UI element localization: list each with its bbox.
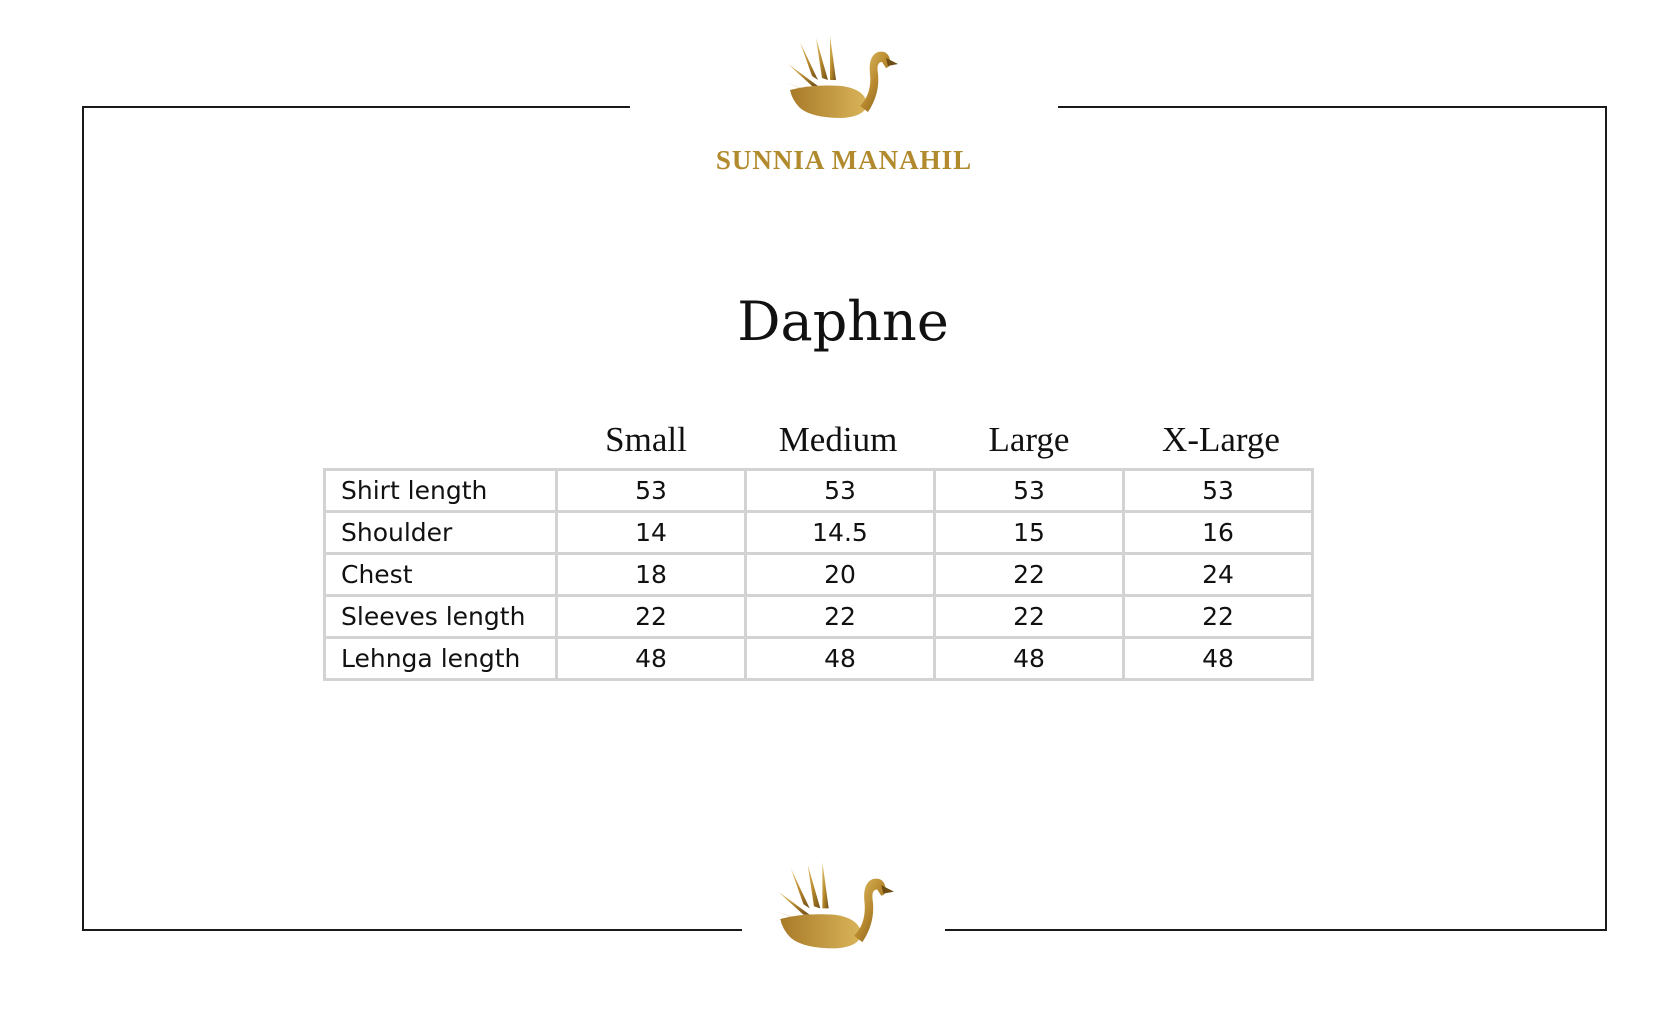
table-cell: 22 — [935, 554, 1124, 596]
table-cell: 24 — [1124, 554, 1313, 596]
table-cell: 22 — [557, 596, 746, 638]
frame-left-line — [82, 106, 84, 931]
table-cell: 48 — [746, 638, 935, 680]
frame-bottom-left-line — [82, 929, 742, 931]
swan-logo-top-icon — [782, 34, 902, 129]
swan-logo-bottom-icon — [770, 860, 900, 960]
table-cell: 22 — [935, 596, 1124, 638]
frame-top-left-line — [82, 106, 630, 108]
brand-name: SUNNIA MANAHIL — [715, 145, 973, 175]
product-title: Daphne — [737, 290, 949, 353]
row-label: Shirt length — [325, 470, 557, 512]
table-cell: 53 — [746, 470, 935, 512]
size-chart-table — [323, 468, 1314, 681]
column-header-large: Large — [988, 420, 1070, 459]
column-header-medium: Medium — [778, 420, 898, 459]
row-label: Shoulder — [325, 512, 557, 554]
table-cell: 14.5 — [746, 512, 935, 554]
frame-right-line — [1605, 106, 1607, 931]
table-cell: 48 — [557, 638, 746, 680]
table-cell: 53 — [557, 470, 746, 512]
table-row — [325, 512, 1313, 554]
row-label: Chest — [325, 554, 557, 596]
table-cell: 48 — [935, 638, 1124, 680]
table-cell: 15 — [935, 512, 1124, 554]
table-cell: 22 — [746, 596, 935, 638]
row-label: Lehnga length — [325, 638, 557, 680]
table-row — [325, 470, 1313, 512]
table-cell: 16 — [1124, 512, 1313, 554]
table-cell: 18 — [557, 554, 746, 596]
frame-bottom-right-line — [945, 929, 1607, 931]
row-label: Sleeves length — [325, 596, 557, 638]
table-row — [325, 554, 1313, 596]
frame-top-right-line — [1058, 106, 1607, 108]
table-row — [325, 638, 1313, 680]
table-cell: 20 — [746, 554, 935, 596]
table-cell: 53 — [1124, 470, 1313, 512]
table-cell: 14 — [557, 512, 746, 554]
table-cell: 22 — [1124, 596, 1313, 638]
table-row — [325, 596, 1313, 638]
column-header-small: Small — [605, 420, 687, 459]
table-cell: 48 — [1124, 638, 1313, 680]
table-cell: 53 — [935, 470, 1124, 512]
column-header-x-large: X-Large — [1162, 420, 1280, 459]
